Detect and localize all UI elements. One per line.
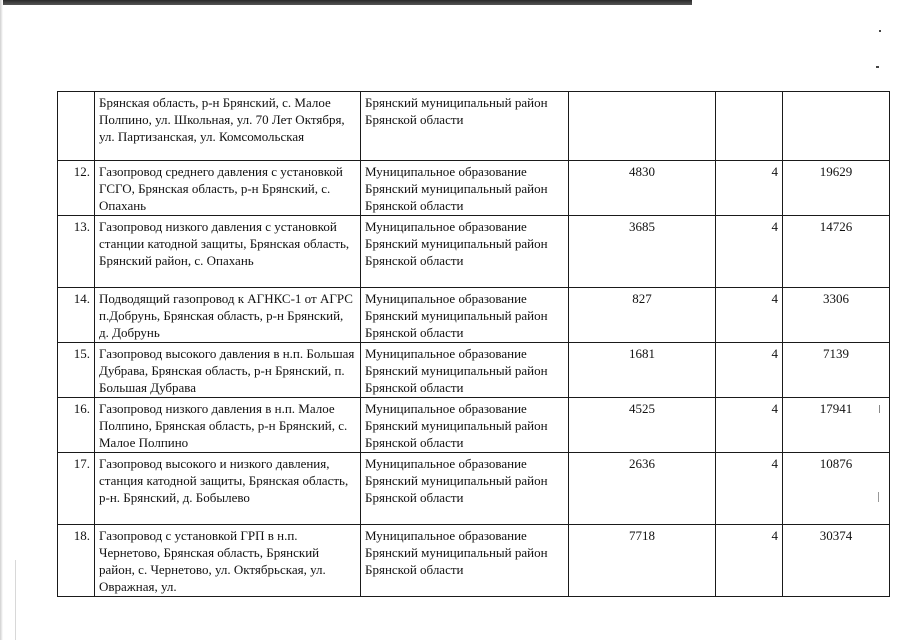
table-row — [58, 525, 890, 597]
gas-pipeline-registry-table — [57, 91, 890, 597]
owner-cell: Муниципальное образование Брянский муниципальный район Брянской области — [361, 525, 569, 597]
length-cell: 827 — [569, 288, 716, 343]
object-name: Газопровод высокого давления в н.п. Большая Дубрава, Брянская область, р-н Брянский, п. Большая Дубрава — [95, 343, 361, 398]
length-cell: 3685 — [569, 216, 716, 288]
object-name: Газопровод среднего давления с установкой ГСГО, Брянская область, р-н Брянский, с. Опахань — [95, 161, 361, 216]
owner-cell: Муниципальное образование Брянский муниципальный район Брянской области — [361, 288, 569, 343]
value-cell: 7139 — [783, 343, 890, 398]
object-name: Газопровод низкого давления с установкой станции катодной защиты, Брянская область, Брянский район, с. Опахань — [95, 216, 361, 288]
diameter-cell: 4 — [716, 453, 783, 525]
owner-cell: Муниципальное образование Брянский муниципальный район Брянской области — [361, 343, 569, 398]
value-cell — [783, 92, 890, 161]
table-row — [58, 92, 890, 161]
scan-left-edge — [0, 0, 3, 640]
value-cell: 3306 — [783, 288, 890, 343]
table-row — [58, 398, 890, 453]
scan-speck — [876, 66, 879, 68]
row-number: 17. — [58, 453, 95, 525]
value-cell: 19629 — [783, 161, 890, 216]
row-number: 12. — [58, 161, 95, 216]
owner-cell: Муниципальное образование Брянский муниципальный район Брянской области — [361, 161, 569, 216]
owner-cell: Муниципальное образование Брянский муниципальный район Брянской области — [361, 216, 569, 288]
top-border-rule — [0, 0, 692, 5]
diameter-cell: 4 — [716, 343, 783, 398]
length-cell: 2636 — [569, 453, 716, 525]
table-row — [58, 216, 890, 288]
value-cell: 14726 — [783, 216, 890, 288]
diameter-cell: 4 — [716, 161, 783, 216]
value-cell: 10876 — [783, 453, 890, 525]
owner-cell: Муниципальное образование Брянский муниципальный район Брянской области — [361, 398, 569, 453]
table-row — [58, 453, 890, 525]
diameter-cell: 4 — [716, 398, 783, 453]
row-number: 13. — [58, 216, 95, 288]
value-cell: 30374 — [783, 525, 890, 597]
row-number: 15. — [58, 343, 95, 398]
row-number — [58, 92, 95, 161]
table-row — [58, 343, 890, 398]
diameter-cell: 4 — [716, 525, 783, 597]
owner-cell: Муниципальное образование Брянский муниципальный район Брянской области — [361, 453, 569, 525]
value-cell: 17941 — [783, 398, 890, 453]
object-name: Брянская область, р-н Брянский, с. Малое Полпино, ул. Школьная, ул. 70 Лет Октября, ул. Партизанская, ул. Комсомольская — [95, 92, 361, 161]
row-number: 18. — [58, 525, 95, 597]
diameter-cell: 4 — [716, 216, 783, 288]
diameter-cell: 4 — [716, 288, 783, 343]
table-row — [58, 288, 890, 343]
diameter-cell — [716, 92, 783, 161]
length-cell: 7718 — [569, 525, 716, 597]
object-name: Подводящий газопровод к АГНКС-1 от АГРС п.Добрунь, Брянская область, р-н Брянский, д. Добрунь — [95, 288, 361, 343]
length-cell — [569, 92, 716, 161]
object-name: Газопровод высокого и низкого давления, станция катодной защиты, Брянская область, р-н. Брянский, д. Бобылево — [95, 453, 361, 525]
row-number: 14. — [58, 288, 95, 343]
length-cell: 1681 — [569, 343, 716, 398]
scan-speck — [879, 30, 881, 32]
object-name: Газопровод с установкой ГРП в н.п. Чернетово, Брянская область, Брянский район, с. Чернетово, ул. Октябрьская, ул. Овражная, ул. — [95, 525, 361, 597]
table-row — [58, 161, 890, 216]
length-cell: 4525 — [569, 398, 716, 453]
owner-cell: Брянский муниципальный район Брянской области — [361, 92, 569, 161]
row-number: 16. — [58, 398, 95, 453]
object-name: Газопровод низкого давления в н.п. Малое Полпино, Брянская область, р-н Брянский, с. Малое Полпино — [95, 398, 361, 453]
length-cell: 4830 — [569, 161, 716, 216]
scan-left-shadow — [15, 560, 16, 640]
